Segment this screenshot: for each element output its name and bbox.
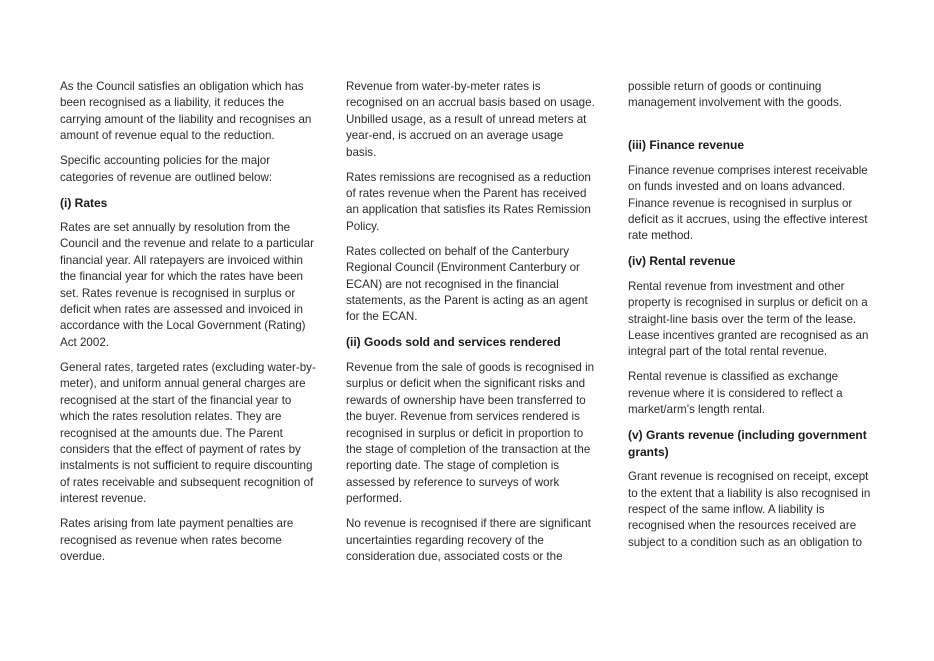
- text-column-2: [346, 79, 596, 574]
- paragraph-grants-revenue: Grant revenue is recognised on receipt, except to the extent that a liability is also recognised in respect of the same inflow. A liability is recognised when the resources received are subject to a condition such as an obligation to: [628, 470, 871, 549]
- heading-grants-revenue: (v) Grants revenue (including government grants): [628, 428, 867, 459]
- paragraph-sale-of-goods: Revenue from the sale of goods is recognised in surplus or deficit when the significant risks and rewards of ownership have been transferred to the buyer. Revenue from services rendered is recognised in surplus or deficit in proportion to the stage of completion of the transaction at the reporting date. The stage of completion is assessed by reference to surveys of work performed.: [346, 360, 595, 506]
- text-column-1: [60, 79, 322, 574]
- paragraph-liability-reduction: As the Council satisfies an obligation which has been recognised as a liability, it reduces the carrying amount of the liability and recognises an amount of revenue equal to the reduction.: [60, 80, 312, 143]
- heading-finance-revenue: (iii) Finance revenue: [628, 138, 745, 153]
- paragraph-late-payment: Rates arising from late payment penalties are recognised as revenue when rates become overdue.: [60, 517, 294, 563]
- heading-rental-revenue: (iv) Rental revenue: [628, 254, 736, 269]
- heading-rates: (i) Rates: [60, 195, 108, 210]
- paragraph-general-rates: General rates, targeted rates (excluding water-by-meter), and uniform annual general charges are recognised at the start of the financial year to which the rates resolution relates. They are recognised at the amounts due. The Parent considers that the effect of payment of rates by instalments is not sufficient to require discounting of rates receivable and subsequent recognition of interest revenue.: [60, 360, 316, 506]
- paragraph-rates-set: Rates are set annually by resolution from the Council and the revenue and relate to a particular financial year. All ratepayers are invoiced within the financial year for which the rates have been set. Rates revenue is recognised in surplus or deficit when rates are assessed and invoiced in accordance with the Local Government (Rating) Act 2002.: [60, 221, 314, 349]
- heading-goods-services: (ii) Goods sold and services rendered: [346, 335, 561, 350]
- paragraph-policies-intro: Specific accounting policies for the major categories of revenue are outlined below:: [60, 154, 273, 184]
- paragraph-no-revenue: No revenue is recognised if there are significant uncertainties regarding recovery of the consideration due, associated costs or the: [346, 517, 591, 563]
- paragraph-water-by-meter: Revenue from water-by-meter rates is recognised on an accrual basis based on usage. Unbilled usage, as a result of unread meters at year-end, is accrued on an average usage basis.: [346, 80, 595, 159]
- paragraph-rates-remissions: Rates remissions are recognised as a reduction of rates revenue when the Parent has received an application that satisfies its Rates Remission Policy.: [346, 170, 591, 233]
- paragraph-rental-revenue: Rental revenue from investment and other property is recognised in surplus or deficit on a straight-line basis over the term of the lease. Lease incentives granted are recognised as an integral part of the total rental revenue.: [628, 279, 869, 359]
- spacer: [628, 120, 880, 137]
- paragraph-rental-exchange: Rental revenue is classified as exchange revenue where it is considered to reflect a market/arm’s length rental.: [628, 370, 843, 417]
- text-column-3: [628, 79, 880, 560]
- paragraph-return-of-goods: possible return of goods or continuing management involvement with the goods.: [628, 80, 842, 110]
- paragraph-ecan-rates: Rates collected on behalf of the Canterbury Regional Council (Environment Canterbury or ECAN) are not recognised in the financial statements, as the Parent is acting as an agent for the ECAN.: [346, 244, 588, 324]
- paragraph-finance-revenue: Finance revenue comprises interest receivable on funds invested and on loans advanced. Finance revenue is recognised in surplus or deficit as it accrues, using the effective interest rate method.: [628, 163, 868, 243]
